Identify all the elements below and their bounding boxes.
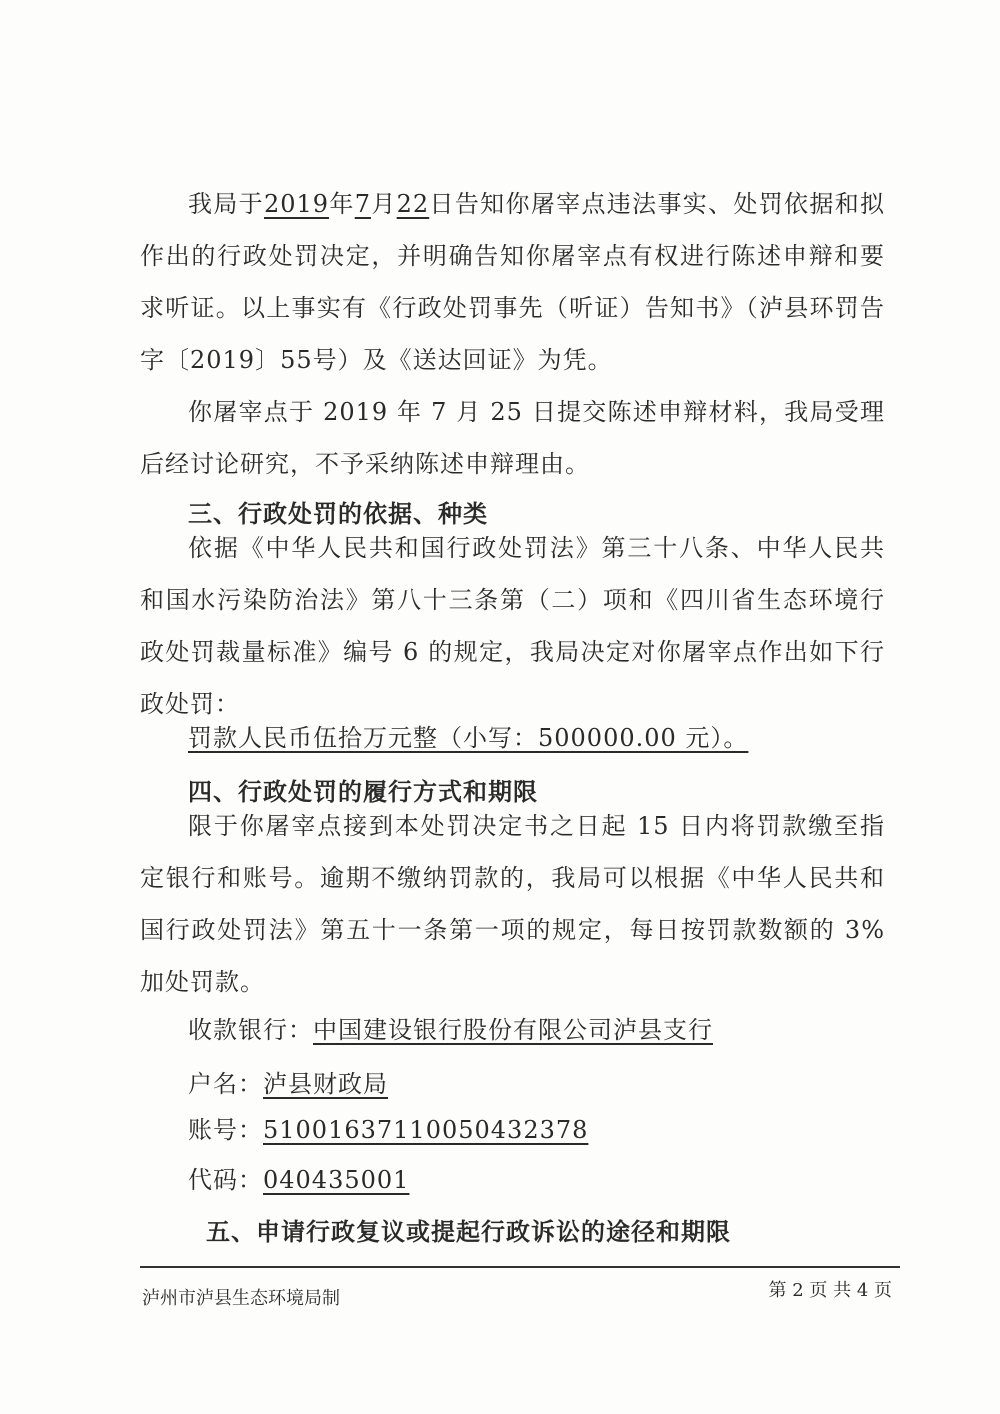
- account-name-value: 泸县财政局: [263, 1070, 388, 1098]
- paragraph-notification: [140, 178, 885, 386]
- footer-divider: [140, 1266, 900, 1268]
- bank-label: 收款银行：: [188, 1016, 313, 1044]
- paragraph-basis: 依据《中华人民共和国行政处罚法》第三十八条、中华人民共和国水污染防治法》第八十三条第（二）项和《四川省生态环境行政处罚裁量标准》编号 6 的规定，我局决定对你屠宰点作出如下行政处罚：: [140, 534, 885, 718]
- account-number-line: [188, 1110, 588, 1150]
- section-heading-3: 三、行政处罚的依据、种类: [188, 500, 488, 528]
- penalty-amount: 罚款人民币伍拾万元整（小写：500000.00 元）。: [188, 724, 749, 752]
- p1-year-label: 年: [329, 190, 355, 218]
- p1-year: 2019: [263, 190, 330, 218]
- p1-day: 22: [396, 190, 430, 218]
- section-heading-5: 五、申请行政复议或提起行政诉讼的途径和期限: [206, 1218, 731, 1246]
- bank-line: [188, 1010, 713, 1050]
- account-number-label: 账号：: [188, 1116, 263, 1144]
- p1-month: 7: [354, 190, 371, 218]
- paragraph-payment: 限于你屠宰点接到本处罚决定书之日起 15 日内将罚款缴至指定银行和账号。逾期不缴纳罚款的，我局可以根据《中华人民共和国行政处罚法》第五十一条第一项的规定，每日按罚款数额的 3% 加处罚款。: [140, 812, 885, 996]
- code-label: 代码：: [188, 1166, 263, 1194]
- p1-post: 日告知你屠宰点违法事实、处罚依据和拟作出的行政处罚决定，并明确告知你屠宰点有权进行陈述申辩和要求听证。以上事实有《行政处罚事先（听证）告知书》（泸县环罚告字〔2019〕55号）及《送达回证》为凭。: [140, 190, 886, 374]
- account-number-value: 51001637110050432378: [263, 1116, 589, 1144]
- section-heading-4: 四、行政处罚的履行方式和期限: [188, 778, 538, 806]
- code-value: 040435001: [263, 1166, 410, 1194]
- account-name-label: 户名：: [188, 1070, 263, 1098]
- account-name-line: [188, 1064, 388, 1104]
- p1-pre: 我局于: [188, 190, 264, 218]
- footer-issuer: 泸州市泸县生态环境局制: [142, 1288, 340, 1309]
- p1-month-label: 月: [371, 190, 397, 218]
- code-line: [188, 1160, 409, 1200]
- bank-value: 中国建设银行股份有限公司泸县支行: [313, 1016, 713, 1044]
- footer-page-number: 第 2 页 共 4 页: [768, 1280, 892, 1301]
- paragraph-defense: 你屠宰点于 2019 年 7 月 25 日提交陈述申辩材料，我局受理后经讨论研究，不予采纳陈述申辩理由。: [140, 398, 885, 478]
